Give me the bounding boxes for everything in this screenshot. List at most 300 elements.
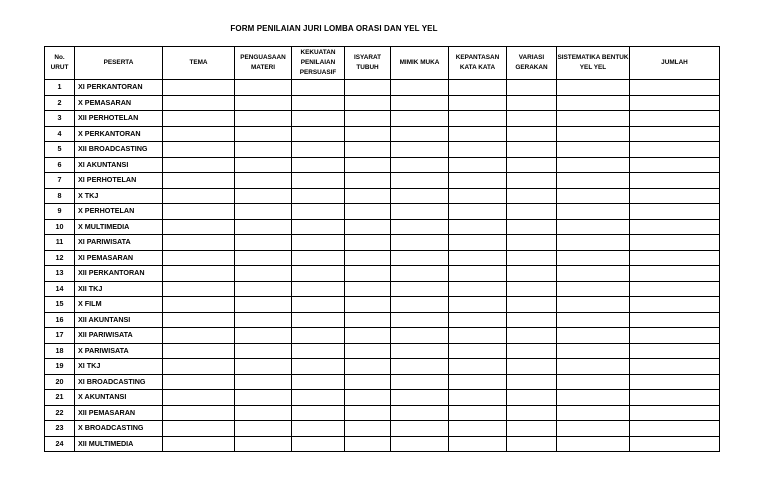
score-cell-jumlah[interactable] [630, 328, 720, 344]
score-cell-kepantasan[interactable] [449, 297, 507, 313]
score-cell-mimik[interactable] [391, 312, 449, 328]
score-cell-kepantasan[interactable] [449, 80, 507, 96]
score-cell-tema[interactable] [163, 173, 235, 189]
row-number: 12 [45, 250, 75, 266]
table-row [45, 343, 720, 359]
score-cell-tema[interactable] [163, 421, 235, 437]
score-cell-kepantasan[interactable] [449, 235, 507, 251]
score-cell-kepantasan[interactable] [449, 359, 507, 375]
score-cell-isyarat[interactable] [345, 157, 391, 173]
score-cell-sistematika[interactable] [557, 343, 630, 359]
header-row [45, 47, 720, 80]
score-cell-isyarat[interactable] [345, 297, 391, 313]
score-cell-variasi[interactable] [507, 111, 557, 127]
score-cell-penguasaan[interactable] [235, 374, 292, 390]
participant-name: XI TKJ [75, 359, 163, 375]
row-number: 15 [45, 297, 75, 313]
score-cell-jumlah[interactable] [630, 142, 720, 158]
participant-name: XII PERHOTELAN [75, 111, 163, 127]
score-cell-jumlah[interactable] [630, 173, 720, 189]
score-cell-mimik[interactable] [391, 188, 449, 204]
score-cell-mimik[interactable] [391, 157, 449, 173]
score-cell-tema[interactable] [163, 250, 235, 266]
score-cell-kekuatan[interactable] [292, 126, 345, 142]
table-row [45, 157, 720, 173]
participant-name: XII PERKANTORAN [75, 266, 163, 282]
score-cell-isyarat[interactable] [345, 235, 391, 251]
score-cell-mimik[interactable] [391, 80, 449, 96]
score-cell-penguasaan[interactable] [235, 126, 292, 142]
score-cell-jumlah[interactable] [630, 266, 720, 282]
header-tema: TEMA [163, 47, 235, 80]
header-sistematika-bentuk-yel-yel: SISTEMATIKA BENTUK YEL YEL [557, 47, 630, 80]
score-cell-mimik[interactable] [391, 328, 449, 344]
score-cell-tema[interactable] [163, 235, 235, 251]
score-cell-variasi[interactable] [507, 374, 557, 390]
score-cell-variasi[interactable] [507, 204, 557, 220]
score-cell-jumlah[interactable] [630, 281, 720, 297]
score-cell-isyarat[interactable] [345, 204, 391, 220]
score-cell-jumlah[interactable] [630, 235, 720, 251]
score-cell-penguasaan[interactable] [235, 343, 292, 359]
score-cell-jumlah[interactable] [630, 405, 720, 421]
header-peserta: PESERTA [75, 47, 163, 80]
table-row [45, 359, 720, 375]
table-row [45, 421, 720, 437]
score-cell-kekuatan[interactable] [292, 188, 345, 204]
score-cell-penguasaan[interactable] [235, 111, 292, 127]
score-cell-jumlah[interactable] [630, 421, 720, 437]
score-cell-sistematika[interactable] [557, 142, 630, 158]
row-number: 22 [45, 405, 75, 421]
participant-name: XII BROADCASTING [75, 142, 163, 158]
score-cell-kepantasan[interactable] [449, 157, 507, 173]
score-cell-jumlah[interactable] [630, 390, 720, 406]
score-cell-isyarat[interactable] [345, 142, 391, 158]
score-cell-variasi[interactable] [507, 188, 557, 204]
score-cell-jumlah[interactable] [630, 219, 720, 235]
score-cell-jumlah[interactable] [630, 157, 720, 173]
score-cell-jumlah[interactable] [630, 374, 720, 390]
score-cell-sistematika[interactable] [557, 421, 630, 437]
score-cell-kekuatan[interactable] [292, 359, 345, 375]
header-isyarat-tubuh: ISYARAT TUBUH [345, 47, 391, 80]
score-cell-tema[interactable] [163, 126, 235, 142]
form-title [0, 24, 768, 33]
table-row [45, 126, 720, 142]
participant-name: X AKUNTANSI [75, 390, 163, 406]
participant-name: XI PEMASARAN [75, 250, 163, 266]
table-row [45, 204, 720, 220]
score-cell-mimik[interactable] [391, 390, 449, 406]
table-row [45, 250, 720, 266]
participant-name: XII PEMASARAN [75, 405, 163, 421]
score-cell-jumlah[interactable] [630, 343, 720, 359]
row-number: 10 [45, 219, 75, 235]
header-variasi-gerakan: VARIASI GERAKAN [507, 47, 557, 80]
score-cell-penguasaan[interactable] [235, 219, 292, 235]
score-cell-sistematika[interactable] [557, 173, 630, 189]
score-cell-tema[interactable] [163, 157, 235, 173]
score-cell-kepantasan[interactable] [449, 343, 507, 359]
score-cell-mimik[interactable] [391, 95, 449, 111]
participant-name: XI PERHOTELAN [75, 173, 163, 189]
row-number: 23 [45, 421, 75, 437]
score-cell-variasi[interactable] [507, 312, 557, 328]
score-cell-kepantasan[interactable] [449, 312, 507, 328]
score-cell-isyarat[interactable] [345, 126, 391, 142]
score-cell-tema[interactable] [163, 142, 235, 158]
score-cell-isyarat[interactable] [345, 219, 391, 235]
score-cell-penguasaan[interactable] [235, 95, 292, 111]
score-cell-kekuatan[interactable] [292, 421, 345, 437]
score-cell-sistematika[interactable] [557, 390, 630, 406]
score-cell-isyarat[interactable] [345, 95, 391, 111]
score-cell-sistematika[interactable] [557, 235, 630, 251]
participant-name: X PERKANTORAN [75, 126, 163, 142]
row-number: 24 [45, 436, 75, 452]
participant-name: X PARIWISATA [75, 343, 163, 359]
score-cell-penguasaan[interactable] [235, 312, 292, 328]
score-cell-sistematika[interactable] [557, 219, 630, 235]
score-cell-variasi[interactable] [507, 281, 557, 297]
score-cell-jumlah[interactable] [630, 436, 720, 452]
table-row [45, 281, 720, 297]
row-number: 2 [45, 95, 75, 111]
table-row [45, 80, 720, 96]
score-cell-variasi[interactable] [507, 436, 557, 452]
score-cell-jumlah[interactable] [630, 188, 720, 204]
participant-name: XII MULTIMEDIA [75, 436, 163, 452]
score-cell-kepantasan[interactable] [449, 126, 507, 142]
score-cell-kekuatan[interactable] [292, 297, 345, 313]
score-cell-tema[interactable] [163, 204, 235, 220]
score-cell-tema[interactable] [163, 219, 235, 235]
score-cell-kepantasan[interactable] [449, 421, 507, 437]
score-cell-variasi[interactable] [507, 421, 557, 437]
score-cell-jumlah[interactable] [630, 297, 720, 313]
score-cell-kepantasan[interactable] [449, 219, 507, 235]
score-cell-kekuatan[interactable] [292, 219, 345, 235]
participant-name: X PERHOTELAN [75, 204, 163, 220]
score-cell-mimik[interactable] [391, 421, 449, 437]
score-cell-penguasaan[interactable] [235, 359, 292, 375]
score-cell-tema[interactable] [163, 111, 235, 127]
score-cell-kekuatan[interactable] [292, 111, 345, 127]
score-cell-kepantasan[interactable] [449, 374, 507, 390]
score-cell-tema[interactable] [163, 95, 235, 111]
table-row [45, 405, 720, 421]
score-cell-kepantasan[interactable] [449, 250, 507, 266]
table-row [45, 142, 720, 158]
score-cell-kepantasan[interactable] [449, 188, 507, 204]
score-cell-penguasaan[interactable] [235, 250, 292, 266]
score-cell-mimik[interactable] [391, 343, 449, 359]
score-cell-sistematika[interactable] [557, 95, 630, 111]
score-cell-mimik[interactable] [391, 374, 449, 390]
score-cell-jumlah[interactable] [630, 80, 720, 96]
score-cell-tema[interactable] [163, 328, 235, 344]
score-cell-isyarat[interactable] [345, 436, 391, 452]
score-cell-isyarat[interactable] [345, 390, 391, 406]
score-cell-sistematika[interactable] [557, 405, 630, 421]
score-cell-kepantasan[interactable] [449, 436, 507, 452]
score-cell-kekuatan[interactable] [292, 436, 345, 452]
row-number: 17 [45, 328, 75, 344]
score-cell-mimik[interactable] [391, 204, 449, 220]
row-number: 4 [45, 126, 75, 142]
row-number: 21 [45, 390, 75, 406]
score-cell-kepantasan[interactable] [449, 390, 507, 406]
score-cell-tema[interactable] [163, 80, 235, 96]
row-number: 20 [45, 374, 75, 390]
score-cell-kekuatan[interactable] [292, 266, 345, 282]
score-cell-kekuatan[interactable] [292, 204, 345, 220]
score-cell-sistematika[interactable] [557, 157, 630, 173]
score-cell-variasi[interactable] [507, 142, 557, 158]
participant-name: XII TKJ [75, 281, 163, 297]
header-kepantasan-kata-kata: KEPANTASAN KATA KATA [449, 47, 507, 80]
table-row [45, 328, 720, 344]
score-cell-penguasaan[interactable] [235, 436, 292, 452]
header-jumlah: JUMLAH [630, 47, 720, 80]
score-cell-penguasaan[interactable] [235, 390, 292, 406]
score-cell-kepantasan[interactable] [449, 405, 507, 421]
score-cell-kekuatan[interactable] [292, 80, 345, 96]
score-cell-variasi[interactable] [507, 219, 557, 235]
table-row [45, 111, 720, 127]
score-cell-sistematika[interactable] [557, 297, 630, 313]
score-cell-mimik[interactable] [391, 250, 449, 266]
score-cell-tema[interactable] [163, 188, 235, 204]
row-number: 11 [45, 235, 75, 251]
score-cell-penguasaan[interactable] [235, 188, 292, 204]
score-cell-variasi[interactable] [507, 266, 557, 282]
row-number: 8 [45, 188, 75, 204]
score-cell-tema[interactable] [163, 374, 235, 390]
score-cell-isyarat[interactable] [345, 343, 391, 359]
score-cell-mimik[interactable] [391, 235, 449, 251]
score-cell-mimik[interactable] [391, 266, 449, 282]
score-cell-kekuatan[interactable] [292, 157, 345, 173]
score-cell-variasi[interactable] [507, 405, 557, 421]
score-cell-isyarat[interactable] [345, 421, 391, 437]
score-cell-penguasaan[interactable] [235, 421, 292, 437]
score-cell-penguasaan[interactable] [235, 204, 292, 220]
score-cell-sistematika[interactable] [557, 312, 630, 328]
score-cell-sistematika[interactable] [557, 111, 630, 127]
score-cell-isyarat[interactable] [345, 405, 391, 421]
table-row [45, 297, 720, 313]
participant-name: XII AKUNTANSI [75, 312, 163, 328]
participant-name: X FILM [75, 297, 163, 313]
table-row [45, 266, 720, 282]
row-number: 7 [45, 173, 75, 189]
header-no-urut: No. URUT [45, 47, 75, 80]
score-cell-mimik[interactable] [391, 142, 449, 158]
table-row [45, 219, 720, 235]
score-cell-mimik[interactable] [391, 359, 449, 375]
row-number: 5 [45, 142, 75, 158]
score-cell-jumlah[interactable] [630, 312, 720, 328]
participant-name: X MULTIMEDIA [75, 219, 163, 235]
score-cell-variasi[interactable] [507, 297, 557, 313]
score-cell-jumlah[interactable] [630, 250, 720, 266]
score-cell-variasi[interactable] [507, 359, 557, 375]
score-cell-penguasaan[interactable] [235, 235, 292, 251]
score-cell-kekuatan[interactable] [292, 405, 345, 421]
score-cell-penguasaan[interactable] [235, 80, 292, 96]
score-cell-sistematika[interactable] [557, 188, 630, 204]
row-number: 1 [45, 80, 75, 96]
score-cell-mimik[interactable] [391, 297, 449, 313]
score-cell-kepantasan[interactable] [449, 111, 507, 127]
score-cell-mimik[interactable] [391, 281, 449, 297]
participant-name: X TKJ [75, 188, 163, 204]
score-cell-jumlah[interactable] [630, 126, 720, 142]
score-cell-tema[interactable] [163, 390, 235, 406]
row-number: 9 [45, 204, 75, 220]
score-cell-variasi[interactable] [507, 250, 557, 266]
score-cell-jumlah[interactable] [630, 204, 720, 220]
score-cell-kekuatan[interactable] [292, 250, 345, 266]
score-cell-penguasaan[interactable] [235, 281, 292, 297]
score-cell-mimik[interactable] [391, 219, 449, 235]
row-number: 14 [45, 281, 75, 297]
score-cell-kepantasan[interactable] [449, 266, 507, 282]
score-cell-kekuatan[interactable] [292, 173, 345, 189]
scoring-table [44, 46, 720, 452]
participant-name: XI BROADCASTING [75, 374, 163, 390]
score-cell-isyarat[interactable] [345, 281, 391, 297]
score-cell-sistematika[interactable] [557, 80, 630, 96]
score-cell-kekuatan[interactable] [292, 343, 345, 359]
score-cell-isyarat[interactable] [345, 250, 391, 266]
score-cell-kekuatan[interactable] [292, 328, 345, 344]
score-cell-mimik[interactable] [391, 436, 449, 452]
score-cell-penguasaan[interactable] [235, 266, 292, 282]
score-cell-kepantasan[interactable] [449, 173, 507, 189]
score-cell-penguasaan[interactable] [235, 328, 292, 344]
score-cell-kekuatan[interactable] [292, 390, 345, 406]
score-cell-kepantasan[interactable] [449, 281, 507, 297]
score-cell-isyarat[interactable] [345, 266, 391, 282]
score-cell-isyarat[interactable] [345, 374, 391, 390]
score-cell-sistematika[interactable] [557, 328, 630, 344]
row-number: 6 [45, 157, 75, 173]
table-row [45, 235, 720, 251]
score-cell-sistematika[interactable] [557, 250, 630, 266]
score-cell-kekuatan[interactable] [292, 235, 345, 251]
score-cell-variasi[interactable] [507, 390, 557, 406]
row-number: 19 [45, 359, 75, 375]
score-cell-mimik[interactable] [391, 405, 449, 421]
score-cell-mimik[interactable] [391, 111, 449, 127]
score-cell-kekuatan[interactable] [292, 142, 345, 158]
header-kekuatan-penilaian-persuasif: KEKUATAN PENILAIAN PERSUASIF [292, 47, 345, 80]
participant-name: X BROADCASTING [75, 421, 163, 437]
score-cell-jumlah[interactable] [630, 111, 720, 127]
score-cell-isyarat[interactable] [345, 328, 391, 344]
row-number: 16 [45, 312, 75, 328]
score-cell-variasi[interactable] [507, 343, 557, 359]
score-cell-mimik[interactable] [391, 173, 449, 189]
score-cell-sistematika[interactable] [557, 374, 630, 390]
score-cell-kekuatan[interactable] [292, 95, 345, 111]
participant-name: XII PARIWISATA [75, 328, 163, 344]
score-cell-variasi[interactable] [507, 126, 557, 142]
table-row [45, 436, 720, 452]
score-cell-isyarat[interactable] [345, 188, 391, 204]
table-row [45, 312, 720, 328]
score-cell-variasi[interactable] [507, 157, 557, 173]
score-cell-sistematika[interactable] [557, 266, 630, 282]
score-cell-penguasaan[interactable] [235, 405, 292, 421]
score-cell-jumlah[interactable] [630, 359, 720, 375]
score-cell-tema[interactable] [163, 343, 235, 359]
score-cell-variasi[interactable] [507, 95, 557, 111]
row-number: 18 [45, 343, 75, 359]
score-cell-sistematika[interactable] [557, 436, 630, 452]
table-row [45, 173, 720, 189]
table-row [45, 188, 720, 204]
header-penguasaan-materi: PENGUASAAN MATERI [235, 47, 292, 80]
score-cell-tema[interactable] [163, 297, 235, 313]
score-cell-isyarat[interactable] [345, 359, 391, 375]
score-cell-jumlah[interactable] [630, 95, 720, 111]
score-cell-tema[interactable] [163, 312, 235, 328]
score-cell-kepantasan[interactable] [449, 328, 507, 344]
score-cell-kepantasan[interactable] [449, 95, 507, 111]
score-cell-tema[interactable] [163, 281, 235, 297]
score-cell-penguasaan[interactable] [235, 142, 292, 158]
score-cell-tema[interactable] [163, 405, 235, 421]
score-cell-sistematika[interactable] [557, 126, 630, 142]
table-row [45, 390, 720, 406]
table-row [45, 374, 720, 390]
score-cell-variasi[interactable] [507, 80, 557, 96]
score-cell-variasi[interactable] [507, 235, 557, 251]
score-cell-penguasaan[interactable] [235, 297, 292, 313]
score-cell-tema[interactable] [163, 436, 235, 452]
score-cell-sistematika[interactable] [557, 359, 630, 375]
score-cell-penguasaan[interactable] [235, 157, 292, 173]
score-cell-kekuatan[interactable] [292, 281, 345, 297]
form-title-text: FORM PENILAIAN JURI LOMBA ORASI DAN YEL YEL [230, 24, 438, 33]
score-cell-mimik[interactable] [391, 126, 449, 142]
score-cell-sistematika[interactable] [557, 204, 630, 220]
score-cell-isyarat[interactable] [345, 80, 391, 96]
score-cell-kepantasan[interactable] [449, 142, 507, 158]
header-mimik-muka: MIMIK MUKA [391, 47, 449, 80]
score-cell-sistematika[interactable] [557, 281, 630, 297]
score-cell-kepantasan[interactable] [449, 204, 507, 220]
score-cell-tema[interactable] [163, 266, 235, 282]
table-row [45, 95, 720, 111]
participant-name: XI PERKANTORAN [75, 80, 163, 96]
score-cell-variasi[interactable] [507, 173, 557, 189]
score-cell-isyarat[interactable] [345, 173, 391, 189]
participant-name: XI AKUNTANSI [75, 157, 163, 173]
score-cell-isyarat[interactable] [345, 312, 391, 328]
score-cell-variasi[interactable] [507, 328, 557, 344]
score-cell-penguasaan[interactable] [235, 173, 292, 189]
row-number: 3 [45, 111, 75, 127]
score-cell-isyarat[interactable] [345, 111, 391, 127]
score-cell-tema[interactable] [163, 359, 235, 375]
score-cell-kekuatan[interactable] [292, 374, 345, 390]
score-cell-kekuatan[interactable] [292, 312, 345, 328]
